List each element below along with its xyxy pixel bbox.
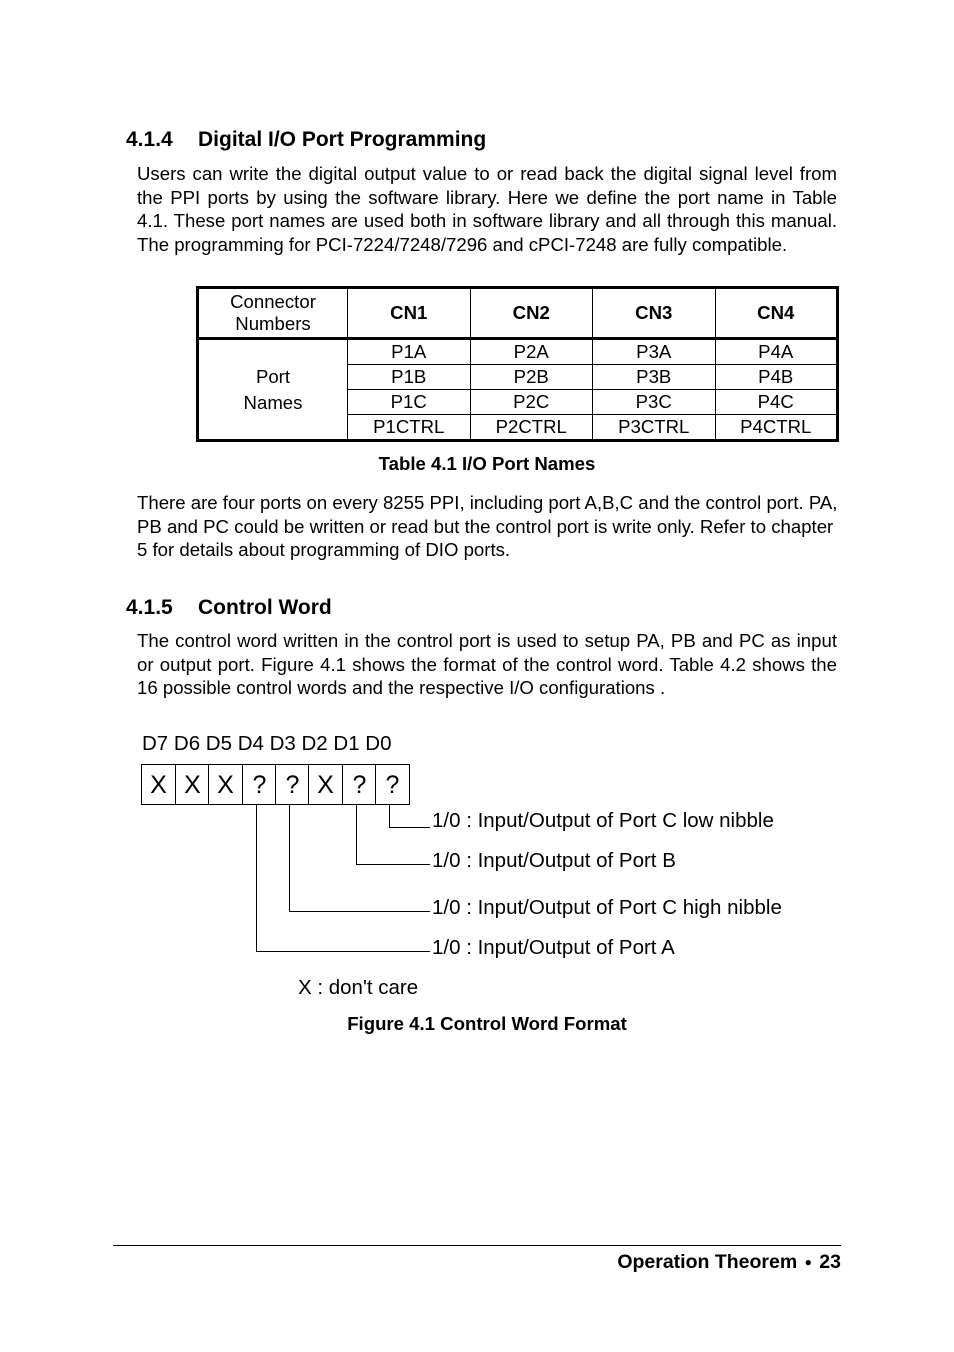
table-header-label: Connector Numbers bbox=[198, 288, 348, 339]
table-cell: P4C bbox=[715, 390, 838, 415]
bullet-icon: ● bbox=[804, 1255, 812, 1269]
intro-paragraph-text: Users can write the digital output value to or read back the digital signal level from the PPI ports by using the software library. Here we define the port name in Table 4.1. These port names are used both in software library and all through this manual. The programming for PCI-7224/7248/7296 and cPCI-7248 are fully compatible. bbox=[137, 163, 837, 255]
table-cell: P2B bbox=[470, 365, 593, 390]
bit-labels: D7 D6 D5 D4 D3 D2 D1 D0 bbox=[142, 732, 392, 755]
dont-care-note: X : don't care bbox=[298, 976, 419, 999]
table-cell: P3CTRL bbox=[593, 415, 716, 441]
bit-d3: ? bbox=[285, 771, 300, 799]
bit-d4: ? bbox=[252, 771, 267, 799]
footer-rule bbox=[113, 1245, 841, 1246]
table-column-header: CN1 bbox=[348, 288, 471, 339]
section-number: 4.1.4 bbox=[126, 128, 173, 151]
bit-d7: X bbox=[150, 771, 167, 799]
ports-paragraph-text: There are four ports on every 8255 PPI, including port A,B,C and the control port. PA, PB and PC could be written or read but the control port is write only. Refer to chapter 5 for details about programming of DIO ports. bbox=[137, 492, 838, 560]
table-cell: P4CTRL bbox=[715, 415, 838, 441]
bit-d2: X bbox=[317, 771, 334, 799]
table-cell: P4A bbox=[715, 339, 838, 365]
bit-d1: ? bbox=[352, 771, 367, 799]
table-cell: P1C bbox=[348, 390, 471, 415]
table-caption: Table 4.1 I/O Port Names bbox=[378, 453, 596, 474]
control-word-paragraph-text: The control word written in the control port is used to setup PA, PB and PC as input or output port. Figure 4.1 shows the format of the control word. Table 4.2 shows the 16 possible control words and the respective I/O configurations . bbox=[137, 630, 837, 698]
table-cell: P3A bbox=[593, 339, 716, 365]
description-port-b: 1/0 : Input/Output of Port B bbox=[432, 849, 676, 872]
table-cell: P3B bbox=[593, 365, 716, 390]
footer-label: Operation Theorem bbox=[617, 1251, 798, 1273]
table-cell: P2CTRL bbox=[470, 415, 593, 441]
figure-caption: Figure 4.1 Control Word Format bbox=[347, 1013, 627, 1034]
bit-d6: X bbox=[184, 771, 201, 799]
table-column-header: CN3 bbox=[593, 288, 716, 339]
table-column-header: CN2 bbox=[470, 288, 593, 339]
leader-port-c-high bbox=[290, 805, 431, 912]
description-port-a: 1/0 : Input/Output of Port A bbox=[432, 936, 675, 959]
description-port-c-low: 1/0 : Input/Output of Port C low nibble bbox=[432, 809, 774, 832]
table-row-label: Port Names bbox=[198, 339, 348, 441]
table-cell: P1A bbox=[348, 339, 471, 365]
table-cell: P2A bbox=[470, 339, 593, 365]
section-title: Control Word bbox=[198, 596, 332, 619]
bit-d5: X bbox=[217, 771, 234, 799]
bit-d0: ? bbox=[385, 771, 400, 799]
table-cell: P1B bbox=[348, 365, 471, 390]
section-number: 4.1.5 bbox=[126, 596, 173, 619]
table-column-header: CN4 bbox=[715, 288, 838, 339]
page-footer bbox=[617, 1251, 841, 1274]
page-number: 23 bbox=[819, 1251, 841, 1273]
description-port-c-high: 1/0 : Input/Output of Port C high nibble bbox=[432, 896, 782, 919]
table-cell: P1CTRL bbox=[348, 415, 471, 441]
table-cell: P2C bbox=[470, 390, 593, 415]
leader-port-b bbox=[357, 805, 431, 865]
table-cell: P4B bbox=[715, 365, 838, 390]
table-cell: P3C bbox=[593, 390, 716, 415]
leader-port-a bbox=[257, 805, 431, 952]
leader-port-c-low bbox=[390, 805, 431, 828]
section-title: Digital I/O Port Programming bbox=[198, 128, 487, 151]
